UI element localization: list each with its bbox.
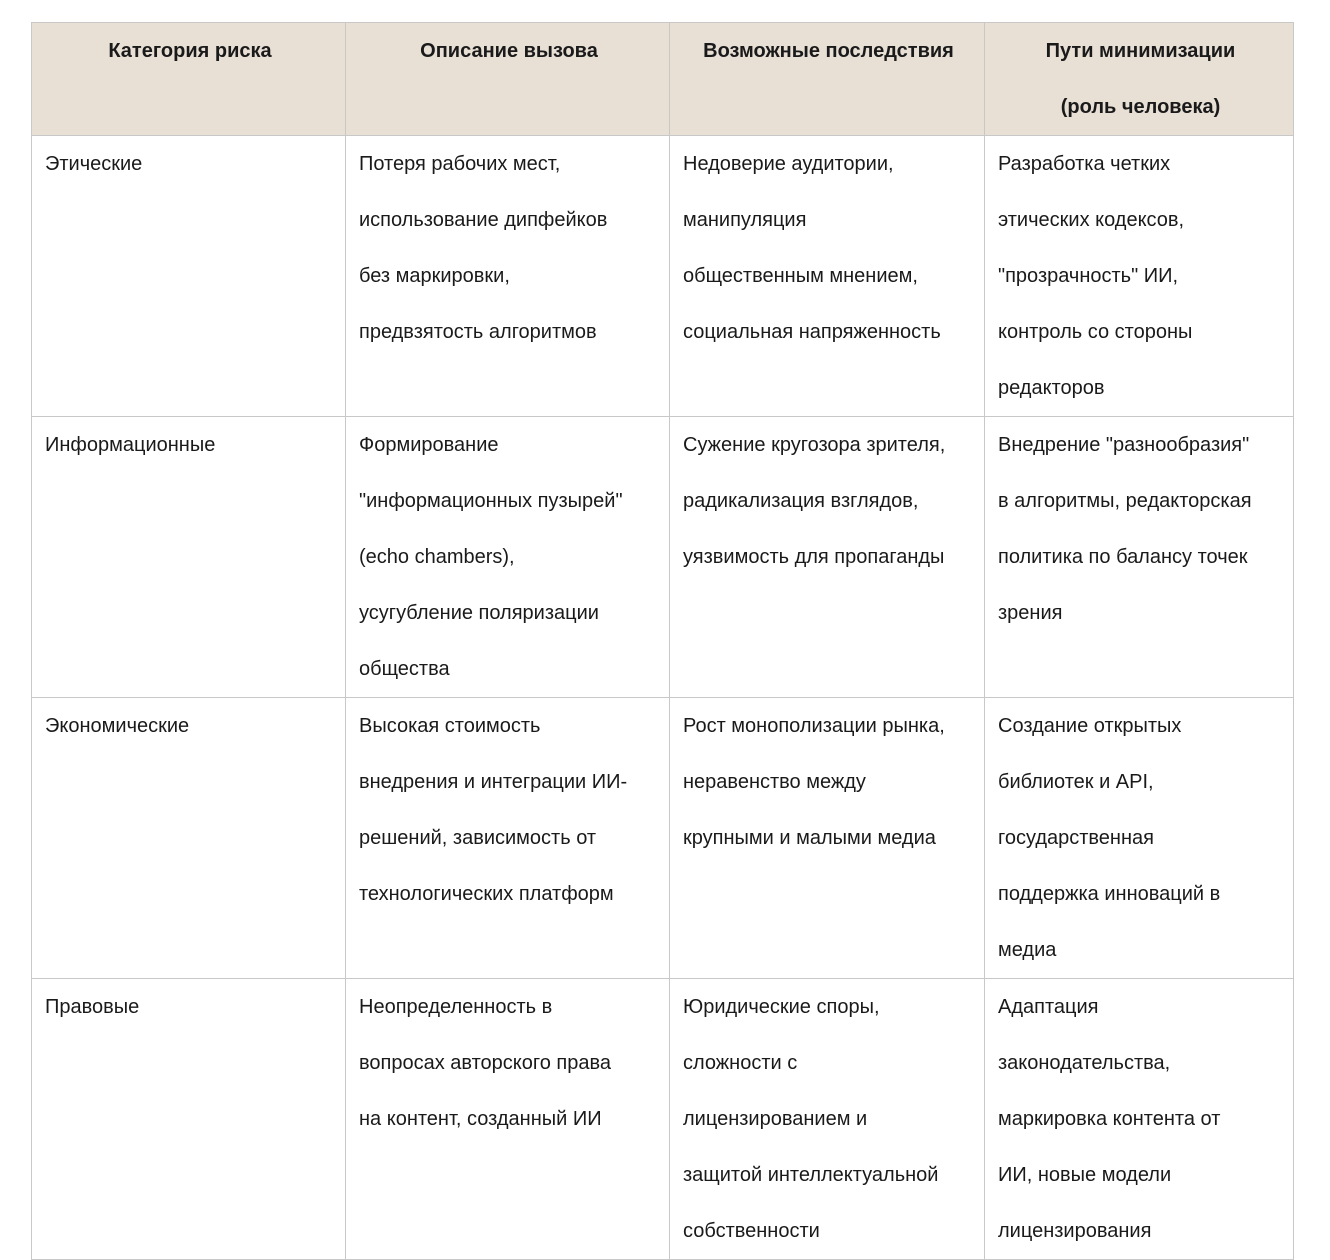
header-text: Пути минимизации [1045,40,1236,62]
cell-line: библиотек и API, [998,771,1154,793]
cell-line: маркировка контента от [998,1108,1221,1130]
cell-line: без маркировки, [359,265,510,287]
cell-line: Потеря рабочих мест, [359,153,561,175]
cell-line: Сужение кругозора зрителя, [683,434,946,456]
cell-line: Внедрение "разнообразия" [998,434,1250,456]
cell-line: Этические [45,153,143,175]
cell-line: редакторов [998,377,1105,399]
cell-line: Информационные [45,434,216,456]
header-text: Описание вызова [420,40,598,62]
cell-line: внедрения и интеграции ИИ- [359,771,628,793]
header-text: Возможные последствия [703,40,954,62]
cell-consequences [670,698,985,979]
cell-line: Юридические споры, [683,996,880,1018]
cell-line: Формирование [359,434,499,456]
cell-challenge [346,698,670,979]
cell-line: Экономические [45,715,190,737]
cell-line: контроль со стороны [998,321,1193,343]
cell-line: общества [359,658,450,680]
cell-mitigation [985,417,1294,698]
cell-line: лицензированием и [683,1108,868,1130]
cell-line: неравенство между [683,771,866,793]
cell-line: Рост монополизации рынка, [683,715,945,737]
cell-line: Адаптация [998,996,1099,1018]
cell-line: сложности с [683,1052,798,1074]
cell-line: (echo chambers), [359,546,515,568]
header-text: (роль человека) [1060,96,1221,118]
cell-line: манипуляция [683,209,807,231]
cell-line: политика по балансу точек [998,546,1248,568]
cell-line: собственности [683,1220,820,1242]
cell-line: государственная [998,827,1154,849]
header-row [32,23,1294,136]
cell-line: использование дипфейков [359,209,608,231]
cell-line: крупными и малыми медиа [683,827,936,849]
cell-consequences [670,136,985,417]
cell-category [32,136,346,417]
cell-line: социальная напряженность [683,321,941,343]
cell-challenge [346,136,670,417]
cell-line: лицензирования [998,1220,1152,1242]
header-challenge [346,23,670,136]
cell-line: "информационных пузырей" [359,490,623,512]
cell-line: Высокая стоимость [359,715,541,737]
cell-line: "прозрачность" ИИ, [998,265,1179,287]
cell-line: в алгоритмы, редакторская [998,490,1252,512]
cell-category [32,979,346,1260]
cell-category [32,698,346,979]
cell-consequences [670,979,985,1260]
header-text: Категория риска [108,40,272,62]
cell-line: зрения [998,602,1063,624]
cell-line: предвзятость алгоритмов [359,321,597,343]
cell-line: Недоверие аудитории, [683,153,894,175]
cell-line: Неопределенность в [359,996,553,1018]
cell-line: защитой интеллектуальной [683,1164,939,1186]
cell-line: этических кодексов, [998,209,1185,231]
cell-line: поддержка инноваций в [998,883,1221,905]
cell-challenge [346,979,670,1260]
cell-line: Разработка четких [998,153,1171,175]
cell-line: законодательства, [998,1052,1171,1074]
cell-line: Создание открытых [998,715,1182,737]
cell-line: Правовые [45,996,140,1018]
cell-line: вопросах авторского права [359,1052,612,1074]
risk-table [31,22,1294,1260]
cell-line: технологических платформ [359,883,614,905]
cell-line: усугубление поляризации [359,602,599,624]
table-row [32,136,1294,417]
cell-mitigation [985,979,1294,1260]
cell-challenge [346,417,670,698]
cell-line: общественным мнением, [683,265,918,287]
table-row [32,698,1294,979]
cell-line: на контент, созданный ИИ [359,1108,602,1130]
header-mitigation [985,23,1294,136]
cell-mitigation [985,698,1294,979]
table-row [32,979,1294,1260]
header-category [32,23,346,136]
header-consequences [670,23,985,136]
cell-line: уязвимость для пропаганды [683,546,945,568]
cell-mitigation [985,136,1294,417]
cell-line: медиа [998,939,1057,961]
cell-line: ИИ, новые модели [998,1164,1172,1186]
cell-category [32,417,346,698]
cell-line: радикализация взглядов, [683,490,919,512]
cell-consequences [670,417,985,698]
table-row [32,417,1294,698]
cell-line: решений, зависимость от [359,827,597,849]
